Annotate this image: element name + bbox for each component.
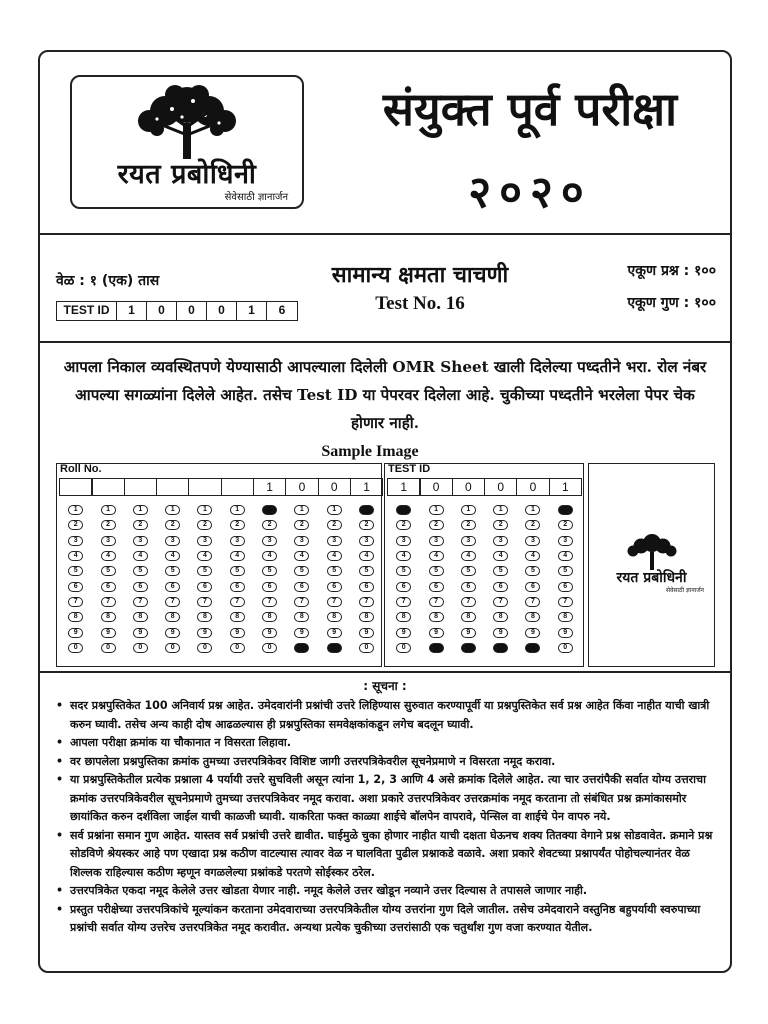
bubble-column	[558, 505, 573, 658]
roll-number-label: Roll No.	[60, 463, 102, 475]
omr-bubble: 2	[230, 520, 245, 530]
omr-bubble: 3	[262, 536, 277, 546]
omr-intro-text: आपला निकाल व्यवस्थितपणे येण्यासाठी आपल्याला दिलेली OMR Sheet खाली दिलेल्या पध्दतीने भरा. रोल नंबर आपल्या सगळ्यांना दिलेले आहेत. तसेच Test ID या पेपरवर दिलेला आहे. चुकीच्या पध्दतीने भरलेला पेपर चेक होणार नाही.	[63, 358, 707, 432]
instruction-item: • वर छापलेला प्रश्नपुस्तिका क्रमांक तुमच्या उत्तरपत्रिकेवर विशिष्ट जागी उत्तरपत्रिकेवरील सूचनेप्रमाणे न विसरता नमूद करावा.	[56, 753, 720, 772]
omr-bubble: 4	[101, 551, 116, 561]
omr-bubble: 7	[262, 597, 277, 607]
omr-bubble: 1	[525, 505, 540, 515]
omr-bubble: 7	[230, 597, 245, 607]
omr-bubble: 3	[197, 536, 212, 546]
omr-bubble: 1	[396, 505, 411, 515]
test-id-digit: 0	[147, 302, 177, 320]
tree-icon	[622, 532, 682, 570]
omr-bubble: 2	[493, 520, 508, 530]
test-id-digit: 0	[177, 302, 207, 320]
bubble-column	[165, 505, 180, 658]
omr-bubble: 1	[262, 505, 277, 515]
omr-instructions	[40, 343, 730, 673]
digit-cell: 1	[350, 478, 384, 496]
test-id-cells	[387, 478, 581, 496]
omr-bubble: 6	[230, 582, 245, 592]
omr-bubble: 6	[558, 582, 573, 592]
omr-bubble: 2	[396, 520, 411, 530]
omr-bubble: 9	[327, 628, 342, 638]
omr-bubble: 4	[133, 551, 148, 561]
omr-bubble: 3	[493, 536, 508, 546]
omr-bubble: 2	[327, 520, 342, 530]
header	[40, 52, 730, 235]
omr-bubble: 7	[165, 597, 180, 607]
omr-bubble: 2	[165, 520, 180, 530]
omr-bubble: 1	[101, 505, 116, 515]
omr-bubble: 8	[197, 612, 212, 622]
omr-bubble: 3	[133, 536, 148, 546]
bubble-column	[525, 505, 540, 658]
instruction-item: • या प्रश्नपुस्तिकेतील प्रत्येक प्रश्नाला 4 पर्यायी उत्तरे सुचविली असून त्यांना 1, 2, 3 आणि 4 असे क्रमांक दिलेले आहेत. त्या चार उत्तरांपैकी सर्वात योग्य उत्तराचा क्रमांक उत्तरपत्रिकेवरील सूचनेप्रमाणे तुमच्या उत्तरपत्रिकेवर नमूद करावा. अशा प्रकारे उत्तरपत्रिकेवर उत्तरक्रमांक नमूद करताना तो संबंधित प्रश्न क्रमांकासमोर छायांकित करुन दर्शविला जाईल याची काळजी घ्यावी. याकरिता फक्त काळ्या शाईचे बॉलपेन वापरावे, पेन्सिल वा शाईचे पेन वापरु नये.	[56, 771, 720, 827]
omr-bubble: 7	[101, 597, 116, 607]
omr-bubble: 6	[327, 582, 342, 592]
omr-bubble: 7	[461, 597, 476, 607]
instruction-item: • प्रस्तुत परीक्षेच्या उत्तरपत्रिकांचे मूल्यांकन करताना उमेदवाराच्या उत्तरपत्रिकेतील योग्य उत्तरांना गुण दिले जातील. तसेच उमेदवाराने वस्तुनिष्ठ बहुपर्यायी स्वरुपाच्या प्रश्नांची सर्वात योग्य उत्तरेच उत्तरपत्रिकेत नमूद करावीत. अन्यथा प्रत्येक चुकीच्या उत्तरांसाठी एक चतुर्थांश गुण वजा करण्यात येतील.	[56, 901, 720, 938]
digit-cell: 0	[452, 478, 486, 496]
omr-bubble: 6	[197, 582, 212, 592]
test-id-box	[56, 301, 298, 321]
omr-bubble: 5	[68, 566, 83, 576]
omr-bubble: 6	[359, 582, 374, 592]
bubble-column	[68, 505, 83, 658]
omr-bubble: 7	[429, 597, 444, 607]
omr-bubble: 1	[68, 505, 83, 515]
omr-bubble: 1	[359, 505, 374, 515]
omr-bubble: 5	[525, 566, 540, 576]
omr-bubble: 4	[165, 551, 180, 561]
omr-bubble: 6	[133, 582, 148, 592]
omr-bubble: 8	[461, 612, 476, 622]
omr-bubble: 8	[525, 612, 540, 622]
test-id-digit: 1	[117, 302, 147, 320]
omr-bubble: 7	[197, 597, 212, 607]
omr-bubble: 3	[359, 536, 374, 546]
omr-bubble: 6	[461, 582, 476, 592]
omr-bubble: 2	[558, 520, 573, 530]
omr-bubble: 4	[429, 551, 444, 561]
test-id-panel	[384, 463, 584, 667]
digit-cell: 0	[419, 478, 453, 496]
omr-bubble: 7	[327, 597, 342, 607]
omr-bubble: 5	[396, 566, 411, 576]
instruction-item: • आपला परीक्षा क्रमांक या चौकानात न विसरता लिहावा.	[56, 734, 720, 753]
bubble-column	[327, 505, 342, 658]
omr-bubble: 0	[359, 643, 374, 653]
omr-bubble: 8	[294, 612, 309, 622]
omr-bubble: 2	[197, 520, 212, 530]
omr-bubble: 6	[68, 582, 83, 592]
omr-bubble: 0	[101, 643, 116, 653]
instructions-title: : सूचना :	[363, 679, 407, 693]
omr-bubble: 3	[230, 536, 245, 546]
bubble-column	[396, 505, 411, 658]
omr-bubble: 8	[359, 612, 374, 622]
omr-bubble: 7	[133, 597, 148, 607]
omr-bubble: 3	[558, 536, 573, 546]
test-id-digit: 1	[237, 302, 267, 320]
omr-bubble: 7	[68, 597, 83, 607]
omr-bubble: 9	[396, 628, 411, 638]
roll-number-cells	[59, 478, 382, 496]
logo-tagline: सेवेसाठी ज्ञानार्जन	[224, 192, 288, 203]
bubble-column	[359, 505, 374, 658]
omr-bubble: 3	[294, 536, 309, 546]
logo-text: रयत प्रबोधिनी	[117, 159, 257, 190]
total-questions: एकूण प्रश्न : १००	[627, 263, 716, 279]
omr-bubble: 9	[165, 628, 180, 638]
omr-bubble: 6	[396, 582, 411, 592]
omr-bubble: 8	[327, 612, 342, 622]
omr-bubble: 2	[461, 520, 476, 530]
omr-bubble: 8	[262, 612, 277, 622]
omr-bubble: 6	[294, 582, 309, 592]
omr-bubble: 4	[327, 551, 342, 561]
omr-bubble: 2	[133, 520, 148, 530]
omr-bubble: 0	[230, 643, 245, 653]
omr-bubble: 4	[68, 551, 83, 561]
omr-bubble: 3	[68, 536, 83, 546]
omr-bubble: 5	[493, 566, 508, 576]
omr-bubble: 1	[558, 505, 573, 515]
omr-bubble: 4	[294, 551, 309, 561]
omr-bubble: 5	[359, 566, 374, 576]
omr-bubble: 5	[294, 566, 309, 576]
omr-bubble: 5	[197, 566, 212, 576]
omr-bubble: 7	[359, 597, 374, 607]
omr-bubble: 3	[429, 536, 444, 546]
omr-bubble: 8	[493, 612, 508, 622]
omr-bubble: 5	[461, 566, 476, 576]
instructions-section	[40, 673, 730, 973]
digit-cell	[188, 478, 222, 496]
omr-bubble: 4	[493, 551, 508, 561]
omr-test-id-label: TEST ID	[388, 463, 431, 475]
omr-bubble: 0	[396, 643, 411, 653]
omr-bubble: 2	[101, 520, 116, 530]
omr-bubble: 4	[359, 551, 374, 561]
omr-bubble: 5	[165, 566, 180, 576]
sample-image-title: Sample Image	[321, 443, 419, 460]
omr-bubble: 9	[197, 628, 212, 638]
omr-bubble: 8	[396, 612, 411, 622]
omr-bubble: 8	[429, 612, 444, 622]
bubble-column	[197, 505, 212, 658]
omr-bubble: 1	[429, 505, 444, 515]
omr-bubble: 4	[558, 551, 573, 561]
bubble-column	[493, 505, 508, 658]
test-id-label: TEST ID	[57, 302, 117, 320]
omr-bubble: 6	[262, 582, 277, 592]
omr-bubble: 0	[197, 643, 212, 653]
digit-cell	[91, 478, 125, 496]
omr-bubble: 9	[493, 628, 508, 638]
omr-bubble: 6	[101, 582, 116, 592]
omr-bubble: 5	[327, 566, 342, 576]
omr-bubble: 0	[461, 643, 476, 653]
sample-logo-text: रयत प्रबोधिनी	[616, 570, 687, 586]
sample-logo-tagline: सेवेसाठी ज्ञानार्जन	[665, 587, 704, 594]
omr-bubble: 6	[493, 582, 508, 592]
omr-bubble: 0	[327, 643, 342, 653]
omr-bubble: 8	[558, 612, 573, 622]
omr-bubble: 4	[396, 551, 411, 561]
exam-year: २०२०	[468, 167, 592, 218]
omr-bubble: 4	[525, 551, 540, 561]
omr-bubble: 5	[429, 566, 444, 576]
omr-bubble: 9	[262, 628, 277, 638]
omr-bubble: 0	[525, 643, 540, 653]
digit-cell: 1	[253, 478, 287, 496]
omr-bubble: 0	[165, 643, 180, 653]
bubble-column	[294, 505, 309, 658]
omr-bubble: 7	[525, 597, 540, 607]
omr-bubble: 0	[68, 643, 83, 653]
duration: वेळ : १ (एक) तास	[56, 273, 160, 289]
omr-bubble: 5	[230, 566, 245, 576]
omr-bubble: 9	[68, 628, 83, 638]
omr-bubble: 9	[461, 628, 476, 638]
roll-number-panel	[56, 463, 382, 667]
digit-cell	[124, 478, 158, 496]
omr-bubble: 3	[525, 536, 540, 546]
omr-bubble: 9	[230, 628, 245, 638]
instruction-item: • सर्व प्रश्नांना समान गुण आहेत. यास्तव सर्व प्रश्नांची उत्तरे द्यावीत. घाईमुळे चुका होणार नाहीत याची दक्षता घेऊनच शक्य तितक्या वेगाने प्रश्न सोडवावेत. क्रमाने प्रश्न सोडविणे श्रेयस्कर आहे पण एखादा प्रश्न कठीण वाटल्यास त्यावर वेळ न घालविता पुढील प्रश्नाकडे वळावे. अशा प्रकारे शेवटच्या प्रश्नापर्यंत पोहोचल्यानंतर वेळ शिल्लक राहिल्यास कठीण म्हणून वगळलेल्या प्रश्नांकडे परतणे सोईस्कर ठरेल.	[56, 827, 720, 883]
digit-cell: 1	[387, 478, 421, 496]
bubble-column	[262, 505, 277, 658]
digit-cell	[221, 478, 255, 496]
sample-logo-panel	[588, 463, 715, 667]
omr-bubble: 1	[165, 505, 180, 515]
digit-cell: 0	[516, 478, 550, 496]
omr-bubble: 7	[558, 597, 573, 607]
omr-bubble: 0	[429, 643, 444, 653]
omr-bubble: 4	[230, 551, 245, 561]
omr-bubble: 0	[493, 643, 508, 653]
omr-bubble: 7	[294, 597, 309, 607]
omr-bubble: 1	[327, 505, 342, 515]
omr-bubble: 2	[68, 520, 83, 530]
digit-cell	[156, 478, 190, 496]
omr-bubble: 1	[133, 505, 148, 515]
omr-bubble: 9	[133, 628, 148, 638]
exam-title: संयुक्त पूर्व परीक्षा	[382, 82, 678, 136]
omr-bubble: 0	[262, 643, 277, 653]
omr-bubble: 2	[294, 520, 309, 530]
omr-bubble: 3	[101, 536, 116, 546]
omr-bubble: 9	[359, 628, 374, 638]
omr-bubble: 1	[197, 505, 212, 515]
omr-bubble: 9	[558, 628, 573, 638]
bubble-column	[429, 505, 444, 658]
omr-bubble: 8	[165, 612, 180, 622]
omr-bubble: 9	[294, 628, 309, 638]
logo	[70, 75, 304, 209]
digit-cell: 0	[484, 478, 518, 496]
digit-cell	[59, 478, 93, 496]
omr-bubble: 3	[165, 536, 180, 546]
digit-cell: 0	[318, 478, 352, 496]
omr-bubble: 0	[558, 643, 573, 653]
omr-bubble: 1	[230, 505, 245, 515]
omr-bubble: 5	[133, 566, 148, 576]
omr-bubble: 9	[525, 628, 540, 638]
exam-info	[40, 235, 730, 343]
digit-cell: 0	[285, 478, 319, 496]
omr-bubble: 0	[133, 643, 148, 653]
omr-bubble: 8	[230, 612, 245, 622]
omr-bubble: 7	[493, 597, 508, 607]
instruction-item: • सदर प्रश्नपुस्तिकेत 100 अनिवार्य प्रश्न आहेत. उमेदवारांनी प्रश्नांची उत्तरे लिहिण्यास सुरुवात करण्यापूर्वी या प्रश्नपुस्तिकेत सर्व प्रश्न आहेत किंवा नाहीत याची खात्री करुन घ्यावी. तसेच अन्य काही दोष आढळल्यास ही प्रश्नपुस्तिका समवेक्षकांकडून लगेच बदलून घ्यावी.	[56, 697, 720, 734]
omr-bubble: 2	[262, 520, 277, 530]
bubble-column	[133, 505, 148, 658]
subject-title: सामान्य क्षमता चाचणी	[331, 262, 509, 288]
omr-bubble: 8	[68, 612, 83, 622]
omr-bubble: 6	[429, 582, 444, 592]
total-marks: एकूण गुण : १००	[627, 295, 716, 311]
omr-bubble: 5	[101, 566, 116, 576]
omr-bubble: 4	[197, 551, 212, 561]
omr-bubble: 5	[262, 566, 277, 576]
omr-bubble: 0	[294, 643, 309, 653]
test-number: Test No. 16	[375, 293, 465, 314]
omr-bubble: 1	[294, 505, 309, 515]
omr-bubble: 2	[429, 520, 444, 530]
omr-bubble: 5	[558, 566, 573, 576]
tree-icon	[127, 83, 247, 159]
omr-bubble: 9	[101, 628, 116, 638]
omr-bubble: 6	[525, 582, 540, 592]
omr-bubble: 6	[165, 582, 180, 592]
omr-bubble: 4	[461, 551, 476, 561]
page-frame	[38, 50, 732, 973]
omr-bubble: 8	[133, 612, 148, 622]
omr-bubble: 4	[262, 551, 277, 561]
omr-bubble: 8	[101, 612, 116, 622]
bubble-column	[461, 505, 476, 658]
bubble-column	[230, 505, 245, 658]
omr-bubble: 1	[493, 505, 508, 515]
instruction-item: • उत्तरपत्रिकेत एकदा नमूद केलेले उत्तर खोडता येणार नाही. नमूद केलेले उत्तर खोडून नव्याने उत्तर दिल्यास ते तपासले जाणार नाही.	[56, 882, 720, 901]
omr-bubble: 3	[396, 536, 411, 546]
omr-bubble: 1	[461, 505, 476, 515]
omr-bubble: 7	[396, 597, 411, 607]
omr-bubble: 9	[429, 628, 444, 638]
test-id-digit: 0	[207, 302, 237, 320]
bubble-column	[101, 505, 116, 658]
omr-bubble: 3	[327, 536, 342, 546]
omr-bubble: 2	[359, 520, 374, 530]
omr-bubble: 2	[525, 520, 540, 530]
instructions-list	[56, 697, 720, 938]
test-id-digit: 6	[278, 303, 286, 317]
omr-bubble: 3	[461, 536, 476, 546]
digit-cell: 1	[549, 478, 583, 496]
